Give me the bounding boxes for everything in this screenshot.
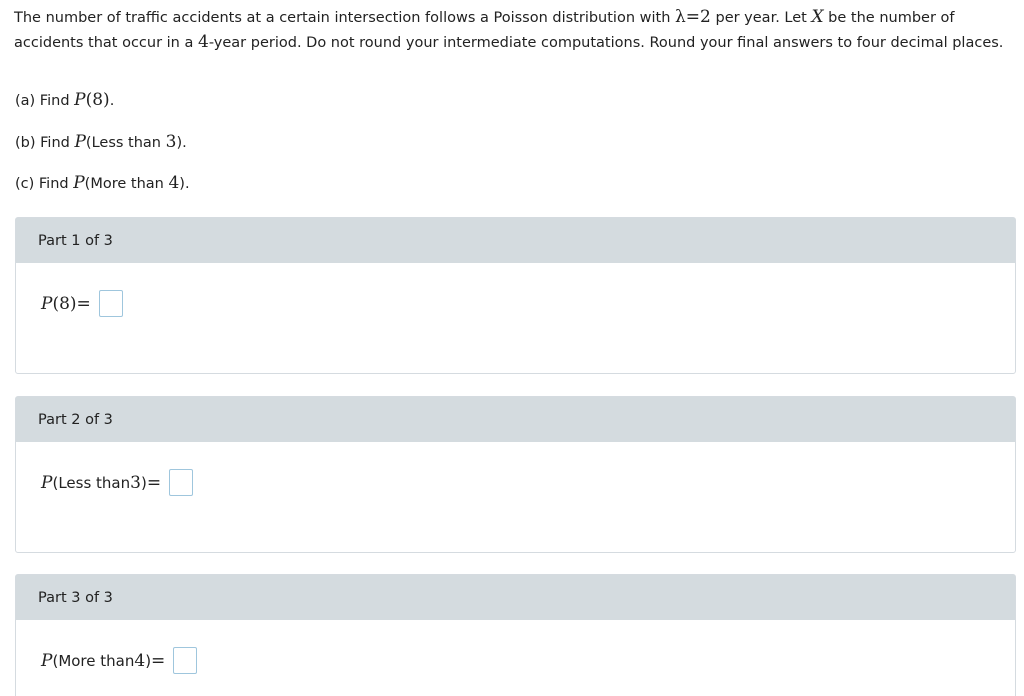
- part-3-panel: [15, 574, 1016, 696]
- period-value: 4: [197, 32, 209, 52]
- part-1-panel: [15, 217, 1016, 374]
- close-paren: ): [176, 135, 183, 151]
- probability-symbol: P: [41, 293, 53, 314]
- question-label: (b) Find: [15, 135, 75, 151]
- part-1-answer-input[interactable]: [99, 290, 123, 317]
- probability-symbol: P: [74, 132, 86, 152]
- equals-sign: =: [685, 7, 701, 27]
- open-paren: (: [52, 473, 59, 492]
- question-suffix: .: [182, 135, 187, 151]
- problem-text: [14, 5, 1014, 55]
- part-1-answer-row: [41, 290, 123, 317]
- answer-number: 3: [130, 472, 141, 493]
- probability-symbol: P: [41, 650, 53, 671]
- part-2-answer-row: [41, 469, 193, 496]
- part-2-panel: [15, 396, 1016, 553]
- question-label: (c) Find: [15, 176, 74, 192]
- open-paren: (: [84, 176, 91, 192]
- question-suffix: .: [109, 93, 115, 109]
- answer-number: 4: [134, 650, 146, 671]
- question-suffix: .: [184, 176, 190, 192]
- question-c: [15, 173, 190, 194]
- problem-text-segment: -year period. Do not round your intermediate computations. Round your final answers to four decimal places.: [208, 35, 1004, 51]
- part-3-answer-row: [41, 647, 197, 674]
- part-2-answer-input[interactable]: [169, 469, 193, 496]
- close-paren: ): [179, 176, 185, 192]
- variable-x: X: [811, 7, 824, 27]
- problem-text-segment: per year. Let: [710, 10, 812, 26]
- part-1-header: Part 1 of 3: [16, 218, 1015, 263]
- lambda-symbol: λ: [675, 7, 686, 27]
- probability-symbol: P: [74, 90, 86, 110]
- open-paren: (: [85, 135, 92, 151]
- answer-condition: Less than: [58, 473, 131, 492]
- problem-text-segment: The number of traffic accidents at a certain intersection follows a Poisson distribution with: [14, 10, 676, 26]
- answer-condition: More than: [58, 651, 135, 670]
- equals-sign: =: [151, 650, 166, 671]
- question-condition: More than: [90, 176, 169, 192]
- problem-statement: [14, 5, 1014, 55]
- question-argument: (8): [85, 90, 110, 110]
- problem-text-segment: be the number of accidents that occur in a: [14, 10, 955, 51]
- question-number: 4: [168, 173, 180, 193]
- answer-argument: (8): [52, 293, 77, 314]
- lambda-value: 2: [700, 7, 711, 27]
- question-b: [15, 132, 187, 153]
- probability-symbol: P: [73, 173, 85, 193]
- part-2-header: Part 2 of 3: [16, 397, 1015, 442]
- open-paren: (: [52, 651, 59, 670]
- question-a: [15, 90, 114, 111]
- question-number: 3: [165, 132, 177, 152]
- close-paren: ): [145, 651, 152, 670]
- close-paren: ): [140, 473, 147, 492]
- question-label: (a) Find: [15, 93, 75, 109]
- probability-symbol: P: [41, 472, 53, 493]
- part-3-header: Part 3 of 3: [16, 575, 1015, 620]
- equals-sign: =: [146, 472, 162, 493]
- question-condition: Less than: [91, 135, 166, 151]
- equals-sign: =: [76, 293, 91, 314]
- part-3-answer-input[interactable]: [173, 647, 197, 674]
